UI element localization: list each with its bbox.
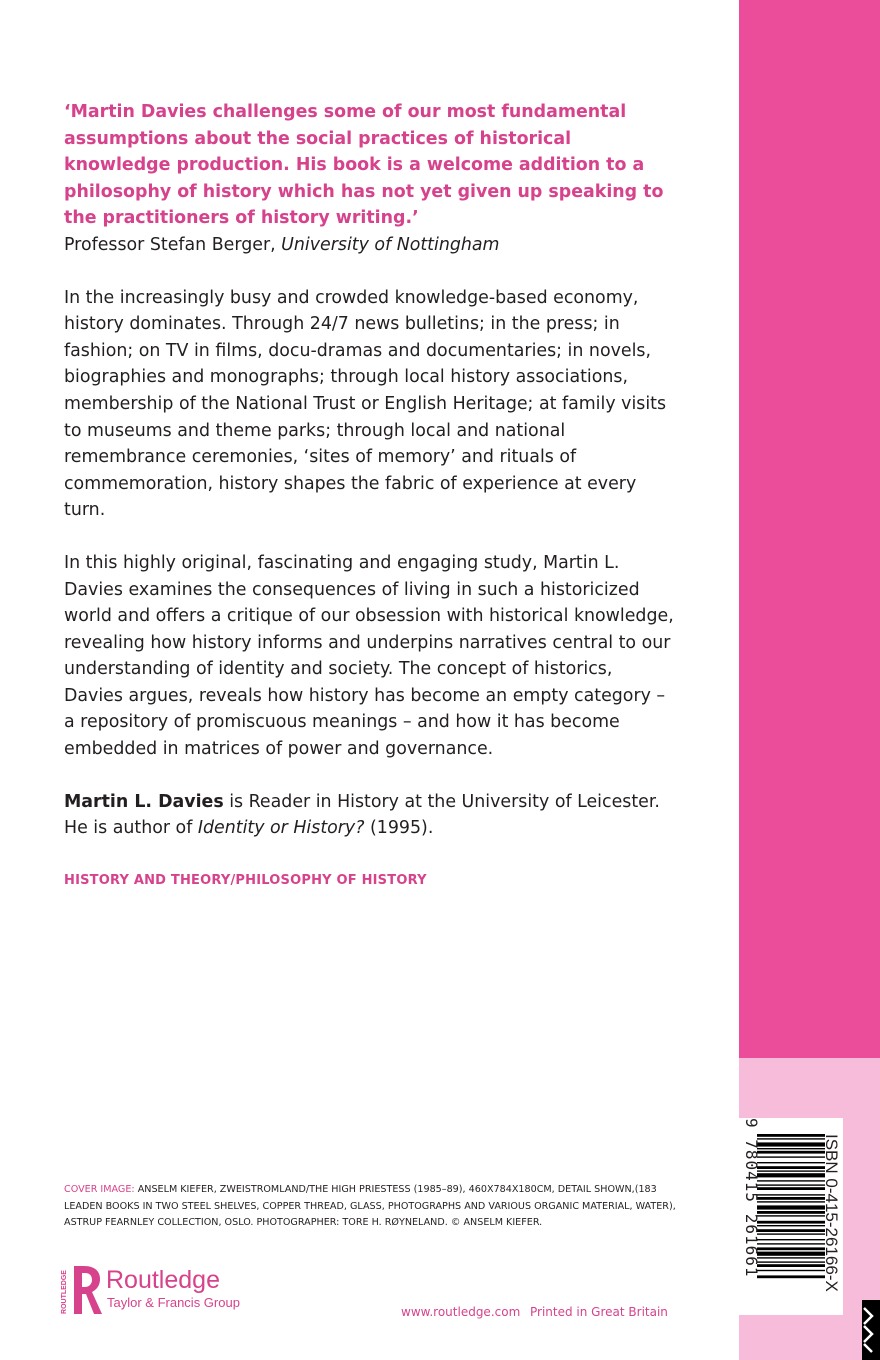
routledge-vertical-mark: ROUTLEDGE — [61, 1270, 68, 1314]
barcode-bar — [757, 1211, 825, 1214]
barcode-bar — [757, 1221, 825, 1224]
barcode-bar — [757, 1138, 825, 1139]
endorsement-quote: ‘Martin Davies challenges some of our most fundamental assumptions about the social practices of historical knowledge production. His book is a welcome addition to a philosophy of history which has not yet given up speaking to the practitioners of history writing.’ — [64, 102, 664, 229]
corner-logo-mark — [862, 1300, 880, 1360]
barcode-bar — [757, 1229, 825, 1232]
author-name: Martin L. Davies — [64, 791, 224, 812]
barcode-bar — [757, 1257, 825, 1258]
barcode-bar — [757, 1270, 825, 1271]
description-paragraph-2: In this highly original, fascinating and engaging study, Martin L. Davies examines the consequences of living in such a historicized world and offers a critique of our obsession with historical knowledge, revealing how history informs and underpins narratives central to our understanding of identity and society. The concept of historics, Davies argues, reveals how history has become an empty category – a repository of promiscuous meanings – and how it has become embedded in matrices of power and governance. — [64, 552, 674, 760]
cover-credit-text: ANSELM KIEFER, ZWEISTROMLAND/THE HIGH PRIESTESS (1985–89), 460X784X180CM, DETAIL SHOWN,(183 LEADEN BOOKS IN TWO STEEL SHELVES, COPPER THREAD, GLASS, PHOTOGRAPHS AND VARIOUS ORGANIC MATERIAL, WATER), ASTRUP FEARNLEY COLLECTION, OSLO. PHOTOGRAPHER: TORE H. RØYNELAND. © ANSELM KIEFER. — [64, 1184, 676, 1228]
publisher-logo — [60, 1262, 280, 1322]
author-bio — [64, 789, 674, 842]
cover-credit-label: COVER IMAGE: — [64, 1184, 135, 1195]
barcode-bar — [757, 1156, 825, 1157]
isbn-label: ISBN 0-415-26166-X — [822, 1134, 841, 1292]
endorser-affiliation: University of Nottingham — [281, 234, 500, 255]
barcode-bar — [757, 1184, 825, 1185]
endorsement-attribution — [64, 232, 674, 259]
barcode-bar — [757, 1180, 825, 1181]
barcode-digits: 9 780415 261661 — [742, 1118, 761, 1278]
barcode-bar — [757, 1148, 825, 1149]
back-cover-text — [64, 99, 674, 894]
barcode-bar — [757, 1243, 825, 1244]
barcode-bar — [757, 1205, 825, 1209]
barcode-bar — [757, 1194, 825, 1195]
barcode-bar — [757, 1233, 825, 1234]
barcode-bar — [757, 1162, 825, 1163]
barcode-bar — [757, 1261, 825, 1262]
barcode-bar — [757, 1166, 825, 1169]
endorser-name: Professor Stefan Berger, — [64, 234, 282, 255]
barcode-bar — [757, 1275, 825, 1278]
routledge-r-icon — [60, 1262, 102, 1318]
subject-category: HISTORY AND THEORY/PHILOSOPHY OF HISTORY — [64, 872, 427, 888]
barcode-bar — [757, 1134, 825, 1137]
barcode-bar — [757, 1173, 825, 1177]
description-paragraph-1: In the increasingly busy and crowded knowledge-based economy, history dominates. Through 24/7 news bulletins; in the press; in fashion; on TV in films, docu-dramas and documentaries; in novels, biographies and monographs; through local history associations, membership of the National Trust or English Heritage; at family visits to museums and theme parks; through local and national remembrance ceremonies, ‘sites of memory’ and rituals of commemoration, history shapes the fabric of experience at every turn. — [64, 287, 667, 521]
publisher-url: www.routledge.com — [401, 1305, 521, 1319]
barcode-bar — [757, 1239, 825, 1240]
barcode-bar — [757, 1142, 825, 1146]
cover-image-credit — [64, 1182, 684, 1232]
barcode-bar — [757, 1170, 825, 1171]
barcode-bar — [757, 1225, 825, 1226]
printed-location: Printed in Great Britain — [530, 1305, 668, 1319]
barcode-bar — [757, 1197, 825, 1200]
barcode-bar — [757, 1252, 825, 1256]
barcode-bar — [757, 1247, 825, 1250]
barcode-bar — [757, 1187, 825, 1190]
publisher-group: Taylor & Francis Group — [107, 1295, 240, 1310]
barcode-bar — [757, 1151, 825, 1154]
barcode-bar — [757, 1264, 825, 1267]
publisher-name: Routledge — [106, 1266, 220, 1294]
previous-book-title: Identity or History? — [197, 818, 365, 839]
barcode-bar — [757, 1215, 825, 1216]
barcode-bar — [757, 1201, 825, 1202]
author-bio-year: (1995). — [364, 818, 434, 839]
author-bio-text: is Reader in History at the University of Leicester. He is author of — [64, 791, 660, 839]
spine-color-band — [739, 0, 880, 1058]
